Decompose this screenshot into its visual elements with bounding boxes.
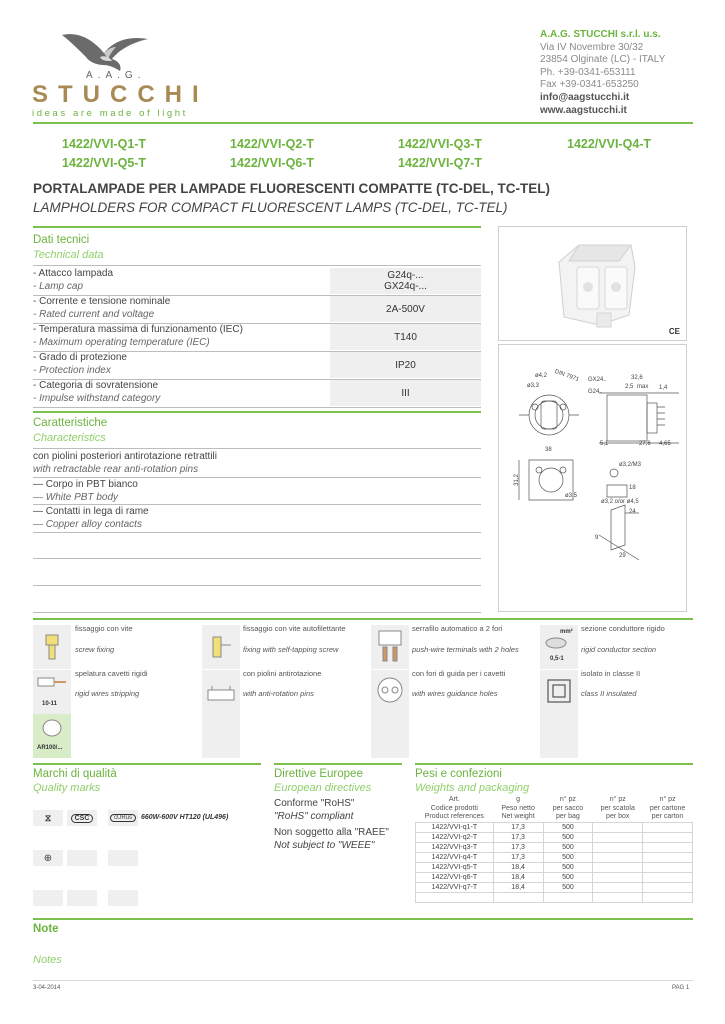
col-header: g Peso netto Net weight: [501, 796, 535, 820]
tech-row-value: IP20: [330, 352, 481, 378]
empty-mark-slot: [67, 850, 97, 866]
packaging-table: [415, 796, 693, 903]
bottom-divider: [274, 763, 402, 765]
divider: [33, 504, 481, 505]
tech-divider: [33, 226, 481, 228]
packaging-header-row: [416, 796, 693, 822]
footer-divider: [33, 980, 693, 981]
conductor-section-icon: [540, 625, 578, 669]
packaging-heading-en: Weights and packaging: [415, 782, 530, 794]
csc-mark-icon: CSC: [67, 810, 97, 826]
product-code: 1422/VVI-Q2-T: [230, 137, 315, 151]
directives-heading: Direttive Europee: [274, 768, 363, 780]
tech-row-value: G24q-... GX24q-...: [330, 268, 481, 294]
empty-mark-slot: [108, 890, 138, 906]
dim-label: 9: [595, 535, 599, 541]
rohs-statement: Conforme "RoHS" "RoHS" compliant: [274, 798, 355, 822]
directives-heading-en: European directives: [274, 782, 372, 794]
icon-label: fissaggio con vite: [75, 624, 133, 633]
empty-mark-slot: [67, 890, 97, 906]
accessory-caption: AR100/...: [37, 745, 63, 751]
notes-heading: Note: [33, 923, 59, 935]
product-code: 1422/VVI-Q4-T: [567, 137, 652, 151]
dim-label: 24: [629, 509, 636, 515]
icon-label-en: fixing with self-tapping screw: [243, 645, 339, 654]
tech-row-label: - Corrente e tensione nominale - Rated current and voltage: [33, 296, 171, 320]
logo: [30, 25, 209, 120]
wire-stripping-icon: [33, 670, 71, 714]
tech-row-label: - Temperatura massima di funzionamento (IEC) - Maximum operating temperature (IEC): [33, 324, 243, 348]
char-item: — Contatti in lega di rame — Copper alloy contacts: [33, 506, 149, 530]
divider: [33, 612, 481, 613]
ce-mark-icon: CE: [668, 327, 680, 336]
table-row: 1422/VVI-q3-T 17,3 500: [416, 842, 693, 852]
company-fax: Fax +39-0341-653250: [540, 79, 639, 91]
notes-divider: [33, 918, 693, 920]
divider: [33, 407, 481, 408]
tech-row-value: 2A-500V: [330, 296, 481, 322]
brand-name: STUCCHI: [32, 81, 209, 108]
push-wire-terminal-icon: [371, 625, 409, 669]
divider: [33, 448, 481, 449]
tech-row-label: - Attacco lampada - Lamp cap: [33, 268, 114, 292]
empty-icon-slot: [202, 714, 240, 758]
anti-rotation-pins-icon: [202, 670, 240, 714]
technical-drawing: [498, 344, 687, 612]
stripping-caption: 10-11: [42, 701, 58, 707]
dim-label: 38: [545, 447, 552, 453]
empty-mark-slot: [33, 890, 63, 906]
screw-fixing-icon: [33, 625, 71, 669]
tech-heading-en: Technical data: [33, 249, 104, 261]
ul-rating: 660W-600V HT120 (UL496): [141, 814, 229, 821]
divider: [33, 585, 481, 586]
dim-label: 32,6: [631, 375, 643, 381]
title-italian: PORTALAMPADE PER LAMPADE FLUORESCENTI COMPATTE (TC-DEL, TC-TEL): [33, 181, 550, 196]
col-header: n° pz per cartone per carton: [649, 796, 686, 820]
icon-label-en: rigid wires stripping: [75, 689, 140, 698]
product-photo-frame: [498, 226, 687, 341]
dim-label: ø3,2 o/or ø4,5: [601, 499, 639, 505]
packaging-heading: Pesi e confezioni: [415, 768, 502, 780]
dim-label: max: [637, 384, 649, 390]
col-header: Art. Codice prodotti Product references: [424, 796, 484, 820]
product-code: 1422/VVI-Q7-T: [398, 156, 483, 170]
tech-row-label: - Categoria di sovratensione - Impulse withstand category: [33, 380, 161, 404]
dim-label: 4,65: [659, 441, 671, 447]
title-english: LAMPHOLDERS FOR COMPACT FLUORESCENT LAMPS (TC-DEL, TC-TEL): [33, 200, 508, 215]
brand-letters: A.A.G.: [86, 70, 146, 81]
icons-divider: [33, 618, 693, 620]
empty-mark-slot: [108, 850, 138, 866]
dim-label: ø3,2/M3: [619, 462, 642, 468]
quality-heading-en: Quality marks: [33, 782, 101, 794]
char-heading-en: Characteristics: [33, 432, 106, 444]
quality-heading: Marchi di qualità: [33, 768, 117, 780]
divider: [33, 532, 481, 533]
table-row: 1422/VVI-q4-T 17,3 500: [416, 852, 693, 862]
class-ii-insulated-icon: [540, 670, 578, 714]
conductor-unit: mm²: [560, 629, 573, 635]
icon-label: con piolini antirotazione: [243, 669, 322, 678]
table-row: 1422/VVI-q7-T 18,4 500: [416, 882, 693, 892]
dim-label: 31,2: [513, 474, 520, 486]
company-phone: Ph. +39-0341-653111: [540, 66, 636, 78]
icon-label: con fori di guida per i cavetti: [412, 669, 506, 678]
dim-label: 18: [629, 485, 636, 491]
product-code: 1422/VVI-Q1-T: [62, 137, 147, 151]
icon-label-en: class II insulated: [581, 689, 637, 698]
product-code: 1422/VVI-Q3-T: [398, 137, 483, 151]
icon-label-en: push-wire terminals with 2 holes: [412, 645, 519, 654]
tech-heading: Dati tecnici: [33, 234, 90, 246]
weee-statement: Non soggetto alla "RAEE" Not subject to "WEEE": [274, 827, 389, 851]
tech-row-label: - Grado di protezione - Protection index: [33, 352, 127, 376]
col-header: n° pz per sacco per bag: [552, 796, 584, 820]
product-code: 1422/VVI-Q6-T: [230, 156, 315, 170]
tech-row-value: T140: [330, 324, 481, 350]
empty-icon-slot: [371, 714, 409, 758]
footer-date: 3-04-2014: [33, 985, 61, 991]
dim-label: ø3,3: [527, 383, 540, 389]
table-row: [416, 892, 693, 902]
header-divider: [33, 122, 693, 124]
dim-label: 2,5: [625, 384, 634, 390]
tech-row-value: III: [330, 380, 481, 406]
icon-label: spelatura cavetti rigidi: [75, 669, 148, 678]
dim-label: 5,1: [600, 441, 609, 447]
char-item: — Corpo in PBT bianco — White PBT body: [33, 479, 138, 503]
bottom-divider: [33, 763, 261, 765]
bottom-divider: [415, 763, 693, 765]
dim-label: 27,6: [639, 441, 651, 447]
eagle-logo-icon: [60, 27, 150, 73]
ul-mark-icon: cURus: [108, 810, 138, 826]
icon-label-en: with anti-rotation pins: [243, 689, 314, 698]
company-city: 23854 Olginate (LC) - ITALY: [540, 54, 666, 66]
table-row: 1422/VVI-q5-T 18,4 500: [416, 862, 693, 872]
icon-label: sezione conduttore rigido: [581, 624, 665, 633]
char-heading: Caratteristiche: [33, 417, 108, 429]
icon-label-en: screw fixing: [75, 645, 115, 654]
table-row: 1422/VVI-q6-T 18,4 500: [416, 872, 693, 882]
self-tapping-screw-icon: [202, 625, 240, 669]
footer-page: PAG 1: [672, 985, 690, 991]
notes-heading-en: Notes: [33, 954, 62, 966]
dim-label: GX24..: [588, 377, 607, 383]
divider: [33, 265, 481, 266]
dim-label: ø3,5: [565, 493, 578, 499]
col-header: n° pz per scatola per box: [600, 796, 635, 820]
wire-guidance-holes-icon: [371, 670, 409, 714]
icon-label: isolato in classe II: [581, 669, 641, 678]
accessory-ar100-icon: [33, 714, 71, 758]
table-row: 1422/VVI-q2-T 17,3 500: [416, 832, 693, 842]
icon-label-en: rigid conductor section: [581, 645, 657, 654]
dim-label: 29: [619, 553, 626, 559]
char-divider: [33, 411, 481, 413]
char-item: con piolini posteriori antirotazione retrattili with retractable rear anti-rotation pins: [33, 451, 217, 475]
icon-label: serrafilo automatico a 2 fori: [412, 624, 503, 633]
table-row: 1422/VVI-q1-T 17,3 500: [416, 822, 693, 832]
company-web[interactable]: www.aagstucchi.it: [540, 104, 627, 116]
divider: [33, 558, 481, 559]
brand-tagline: ideas are made of light: [32, 108, 188, 119]
divider: [33, 477, 481, 478]
lampholder-photo: [539, 237, 649, 332]
vde-mark-icon: ⧖: [33, 810, 63, 826]
empty-icon-slot: [540, 714, 578, 758]
icon-label: fissaggio con vite autofilettante: [243, 624, 346, 633]
dim-label: 1,4: [659, 385, 668, 391]
dim-label: DIN 7971: [553, 368, 580, 384]
icon-label-en: with wires guidance holes: [412, 689, 498, 698]
company-street: Via IV Novembre 30/32: [540, 41, 644, 53]
company-email[interactable]: info@aagstucchi.it: [540, 91, 630, 103]
conductor-caption: 0,5-1: [550, 656, 564, 662]
product-code: 1422/VVI-Q5-T: [62, 156, 147, 170]
dim-label: ø4,2: [535, 373, 548, 379]
dim-label: G24..: [588, 389, 603, 395]
enec-mark-icon: ⊕: [33, 850, 63, 866]
company-address: [540, 29, 710, 117]
company-name: A.A.G. STUCCHI s.r.l. u.s.: [540, 29, 661, 40]
